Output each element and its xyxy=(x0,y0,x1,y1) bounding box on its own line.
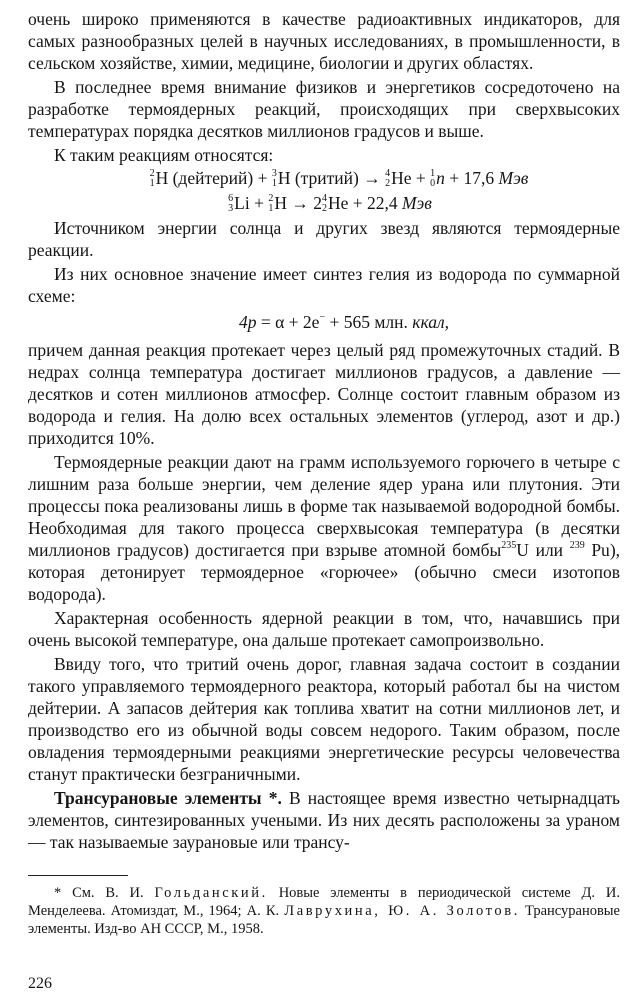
eq-lhs: 4p xyxy=(239,311,257,332)
paragraph-helium-synthesis: Из них основное значение имеет синтез гелия из водорода по суммарной схеме: xyxy=(28,263,620,306)
paragraph-self-sustaining: Характерная особенность ядерной реакции в том, что, начавшись при очень высокой температуре, она дальше протекает самопроизвольно. xyxy=(28,607,620,650)
text-segment: ), которая детонирует термоядерное «горючее» (обычно смеси изотопов водорода). xyxy=(28,539,621,604)
page-number: 226 xyxy=(28,975,52,992)
paragraph-transuranium xyxy=(28,787,620,853)
footnote-title: Новые элементы в периодической системе Д. И. Менделеева. Атомиздат, М., 1964; А. К. xyxy=(28,884,620,919)
paragraph-controlled-reactor: Ввиду того, что тритий очень дорог, главная задача состоит в создании такого управляемого термоядерного реактора, который работал бы на чистом дейтерии. А запасов дейтерия как топлива хватит на сотни миллионов лет, и производство его из обычной воды совсем недорого. Таким образом, после овладения термоядерными реакциями энергетические ресурсы человечества станут практически безграничными. xyxy=(28,653,620,784)
arrow: → 2 xyxy=(286,192,322,213)
symbol-Pu: Pu xyxy=(584,539,610,560)
paragraph-reactions-list: К таким реакциям относятся: xyxy=(54,145,274,165)
paragraph-indicators: очень широко применяются в качестве радиоактивных индикаторов, для самых разнообразных целей в научных исследованиях, в промышленности, в сельском хозяйстве, химии, медицине, биологии и других областях. xyxy=(28,9,620,73)
symbol-He: He xyxy=(391,168,412,188)
mass-number: 235 xyxy=(501,540,517,552)
nuclide-index: 4 2 xyxy=(385,167,391,189)
nuclide-index: 1 0 xyxy=(430,167,436,189)
eq-rhs: + 565 млн. xyxy=(325,311,413,332)
plus-sign: + xyxy=(411,168,431,188)
nuclide-index: 3 1 xyxy=(271,167,277,189)
nuclide-index: 2 1 xyxy=(149,167,155,189)
paragraph-hydrogen-bomb xyxy=(28,451,620,605)
nuclide-index: 4 2 xyxy=(321,192,327,214)
symbol-H: H xyxy=(277,168,291,188)
text-segment: В настоящее время известно четырнадцать элементов, синтезированных учеными. Из них десять расположены за ураном — так называемые заурановые или трансу- xyxy=(28,787,620,852)
energy-unit: Мэв xyxy=(498,168,529,188)
energy-unit: Мэв xyxy=(401,192,432,213)
equation-lithium-deuterium xyxy=(28,192,620,215)
energy-value: + 22,4 xyxy=(348,192,402,213)
nuclide-index: 2 1 xyxy=(268,192,274,214)
symbol-n: n xyxy=(436,168,445,188)
equation-helium-synthesis xyxy=(28,311,620,333)
symbol-He: He xyxy=(327,192,349,213)
label-deuterium: (дейтерий) + xyxy=(168,168,272,188)
paragraph-sun-energy: Источником энергии солнца и других звезд являются термоядерные реакции. xyxy=(28,217,620,260)
paragraph-sun-interior: причем данная реакция протекает через целый ряд промежуточных стадий. В недрах солнца температура достигает миллионов градусов, а давление — десятков и сотен миллионов атмосфер. Солнце состоит главным образом из водорода и гелия. На долю всех остальных элементов (углерод, азот и др.) приходится 10%. xyxy=(28,339,620,448)
energy-value: + 17,6 xyxy=(444,168,499,188)
equation-deuterium-tritium xyxy=(28,167,620,190)
eq-sup: − xyxy=(319,312,326,324)
label-tritium: (тритий) → xyxy=(290,168,386,188)
footnote-mark: * См. В. И. xyxy=(54,884,155,901)
text-segment: или xyxy=(528,539,570,560)
section-heading: Трансурановые элементы *. xyxy=(54,787,282,808)
footnote-author: Лаврухина, Ю. А. Золотов. xyxy=(284,902,520,919)
document-page xyxy=(28,8,620,938)
plus-sign: + xyxy=(249,192,269,213)
mass-number: 239 xyxy=(569,540,585,552)
text-segment: Термоядерные реакции дают на грамм используемого горючего в четыре с лишним раза больше энергии, чем деление ядер урана или плутония. Эти процессы пока реализованы лишь в форме так называемой водородной бомбы. Необходимая для такого процесса сверхвысокая температура (в десятки миллионов градусов) достигается при взрыве атомной бомбы xyxy=(28,451,620,560)
symbol-Li: Li xyxy=(234,192,250,213)
symbol-H: H xyxy=(155,168,169,188)
footnote-title: Трансурановые элементы. Изд-во АН СССР, М., 1958. xyxy=(28,902,620,937)
footnote-author: Гольданский. xyxy=(154,884,268,901)
footnote-divider xyxy=(28,875,128,876)
symbol-H: H xyxy=(274,192,287,213)
symbol-U: U xyxy=(516,539,529,560)
paragraph-thermonuclear-intro: В последнее время внимание физиков и энергетиков сосредоточено на разработке термоядерных реакций, происходящих при сверхвысоких температурах порядка десятков миллионов градусов и выше. xyxy=(28,77,620,141)
eq-mid: = α + 2e xyxy=(256,311,320,332)
eq-unit: ккал, xyxy=(412,311,449,332)
footnote xyxy=(28,884,620,938)
nuclide-index: 6 3 xyxy=(228,192,234,214)
